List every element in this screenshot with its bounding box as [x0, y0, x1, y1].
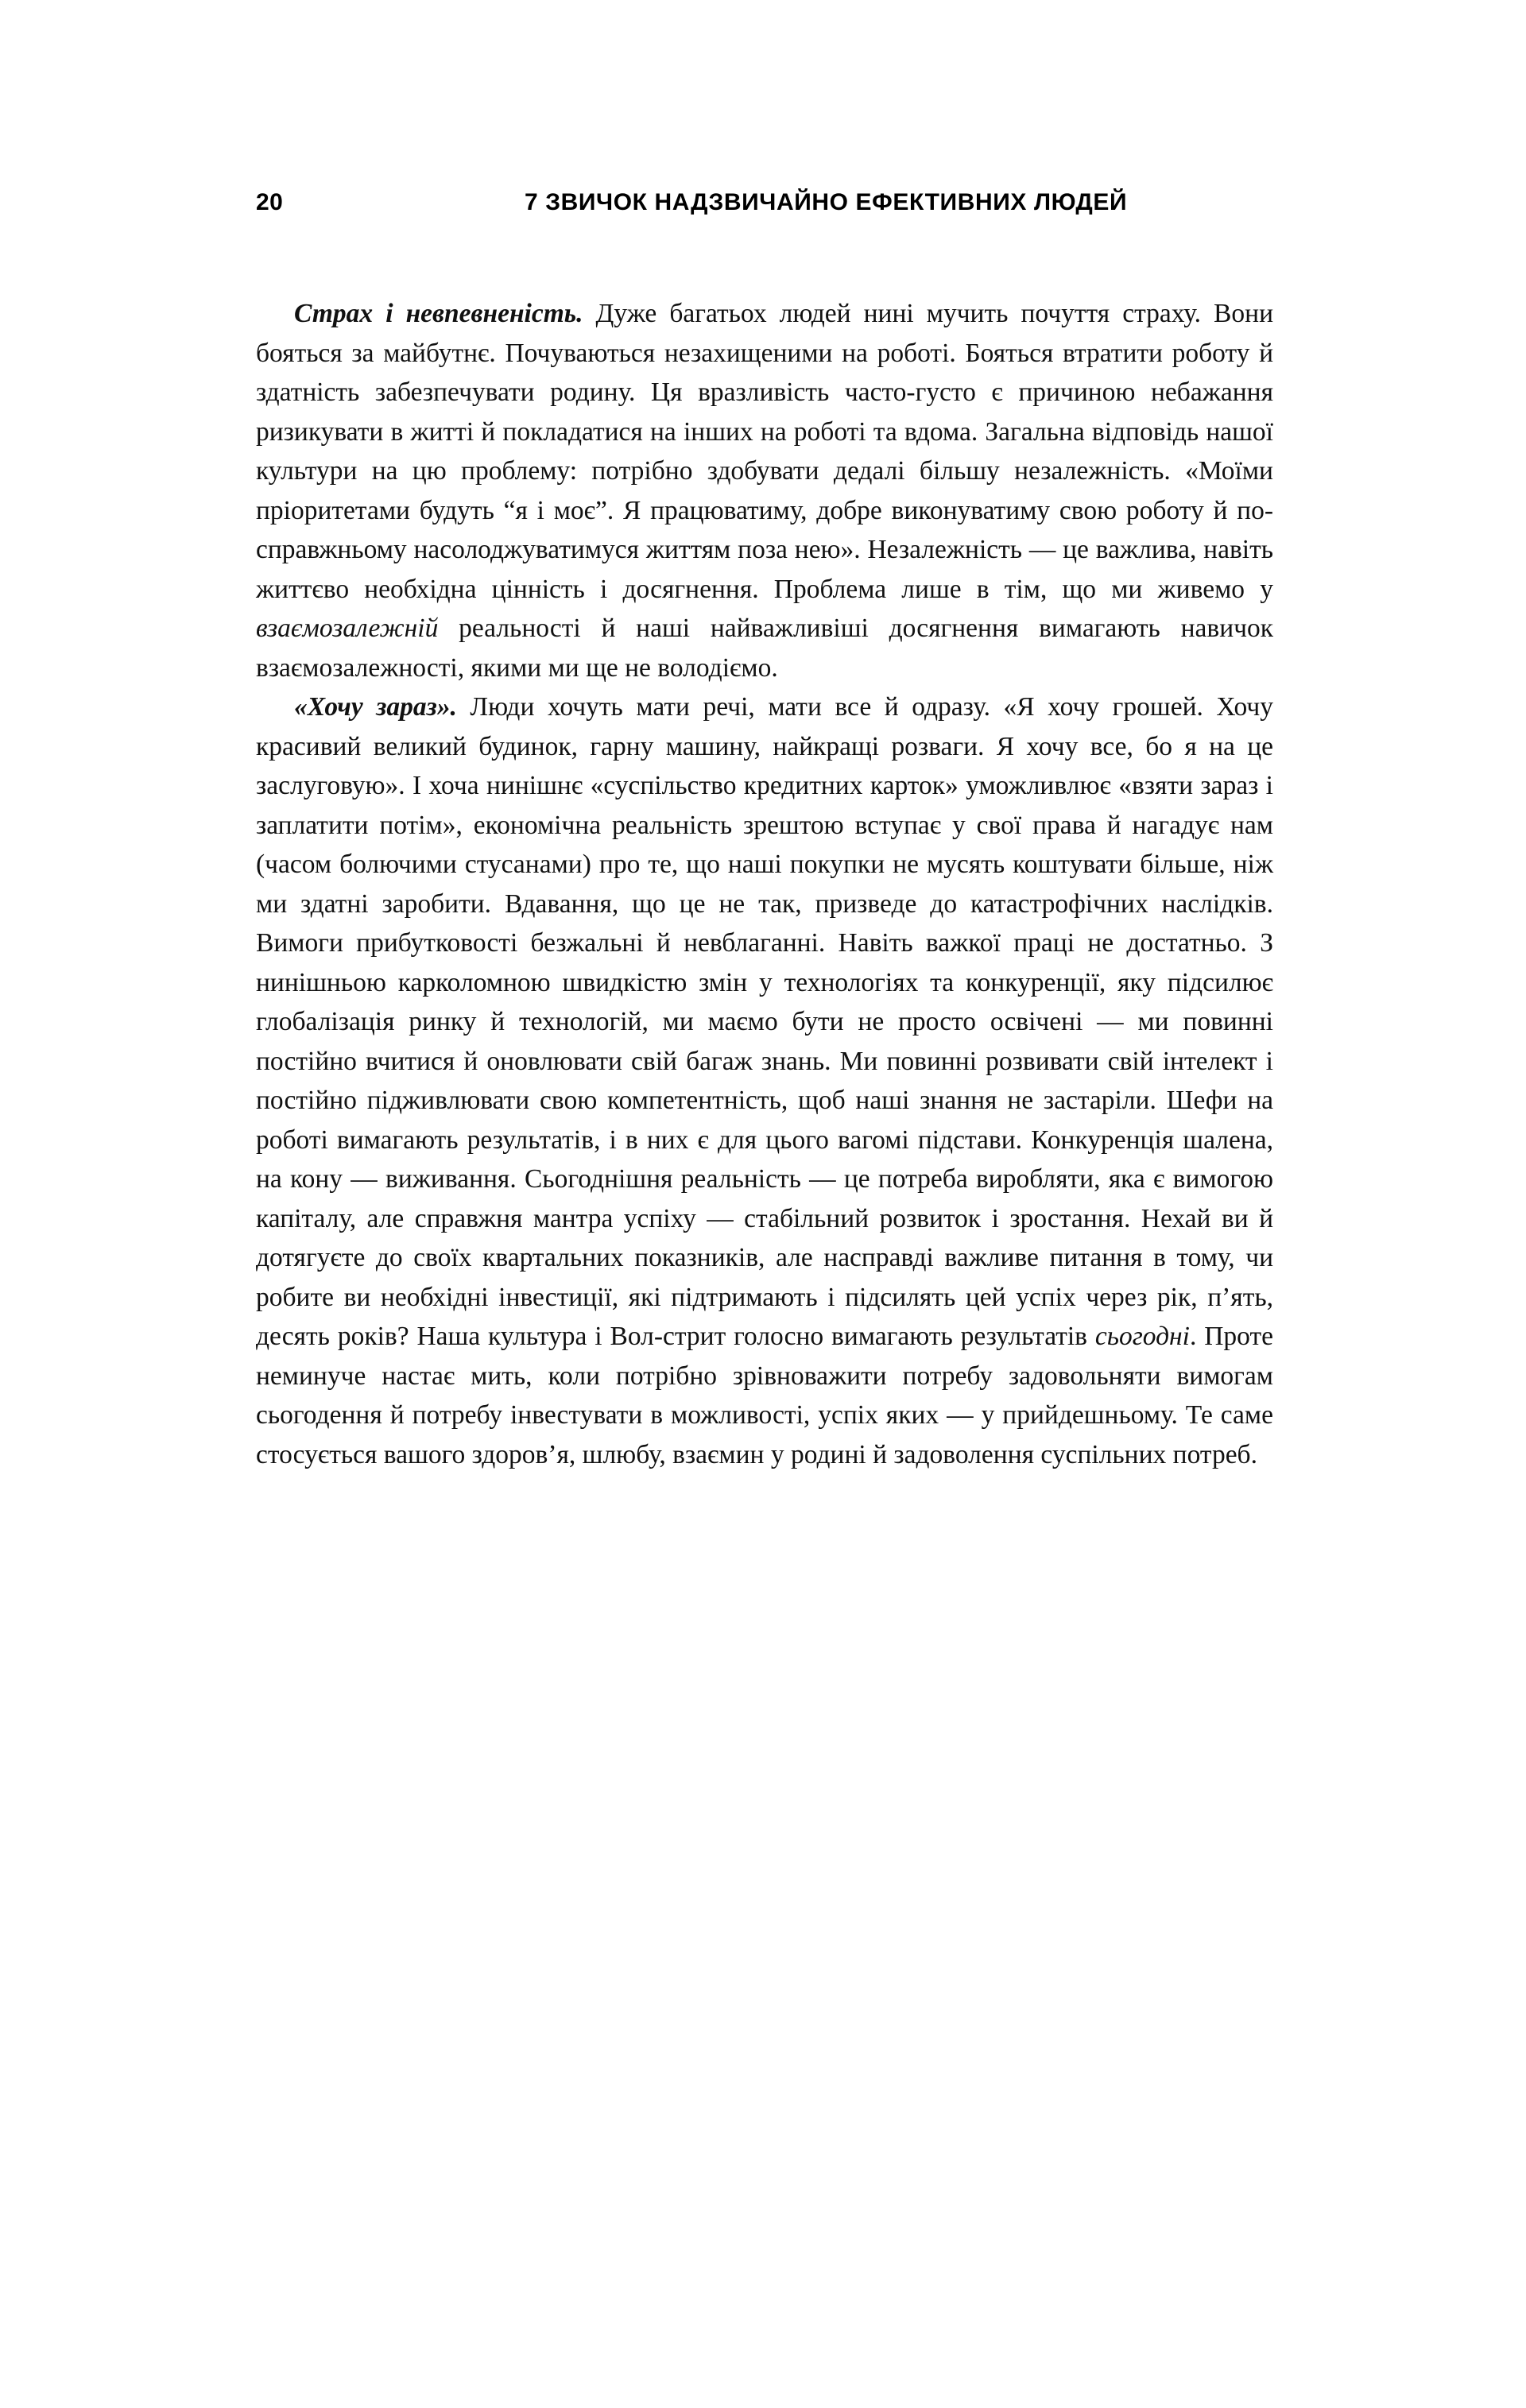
body-text-column — [256, 294, 1273, 1474]
paragraph-lead-in: Страх і невпевненість. — [294, 299, 583, 328]
paragraph-emphasis: взаємозалежній — [256, 614, 439, 643]
page-number: 20 — [256, 189, 284, 215]
paragraph-lead-in: «Хочу зараз». — [294, 692, 457, 722]
page-header — [0, 189, 1526, 227]
paragraph-text-part-2: . Проте неминуче настає мить, коли потрібно зрівноважити потребу задовольняти вимогам сьогодення й потребу інвестувати в можливості, успіх яких — у прийдешньому. Те саме стосується вашого здоров’я, шлюбу, взаємин у родині й задоволення суспільних потреб. — [256, 1322, 1273, 1469]
running-title: 7 ЗВИЧОК НАДЗВИЧАЙНО ЕФЕКТИВНИХ ЛЮДЕЙ — [525, 189, 1128, 215]
paragraph-text-part-1: Люди хочуть мати речі, мати все й одразу. «Я хочу грошей. Хочу красивий великий будинок, гарну машину, найкращі розваги. Я хочу все, бо я на це заслуговую». І хоча нинішнє «суспільство кредитних карток» уможливлює «взяти зараз і заплатити потім», економічна реальність зрештою вступає у свої права й нагадує нам (часом болючими стусанами) про те, що наші покупки не мусять коштувати більше, ніж ми здатні заробити. Вдавання, що це не так, призведе до катастрофічних наслідків. Вимоги прибутковості безжальні й невблаганні. Навіть важкої праці не достатньо. З нинішньою карколомною швидкістю змін у технологіях та конкуренції, яку підсилює глобалізація ринку й технологій, ми маємо бути не просто освічені — ми повинні постійно вчитися й оновлювати свій багаж знань. Ми повинні розвивати свій інтелект і постійно підживлювати свою компетентність, щоб наші знання не застаріли. Шефи на роботі вимагають результатів, і в них є для цього вагомі підстави. Конкуренція шалена, на кону — виживання. Сьогоднішня реальність — це потреба виробляти, яка є вимогою капіталу, але справжня мантра успіху — стабільний розвиток і зростання. Нехай ви й дотягуєте до своїх квартальних показників, але насправді важливе питання в тому, чи робите ви необхідні інвестиції, які підтримають і підсилять цей успіх через рік, п’ять, десять років? Наша культура і Вол-стрит голосно вимагають результатів — [256, 692, 1273, 1351]
paragraph-want-it-now — [256, 687, 1273, 1474]
paragraph-text-part-1: Дуже багатьох людей нині мучить почуття страху. Вони бояться за майбутнє. Почуваються незахищеними на роботі. Бояться втратити роботу й здатність забезпечувати родину. Ця вразливість часто-густо є причиною небажання ризикувати в житті й покладатися на інших на роботі та вдома. Загальна відповідь нашої культури на цю проблему: потрібно здобувати дедалі більшу незалежність. «Моїми пріоритетами будуть “я і моє”. Я працюватиму, добре виконуватиму свою роботу й по-справжньому насолоджуватимуся життям поза нею». Незалежність — це важлива, навіть життєво необхідна цінність і досягнення. Проблема лише в тім, що ми живемо у — [256, 299, 1273, 604]
paragraph-emphasis: сьогодні — [1094, 1322, 1190, 1351]
paragraph-text-part-2: реальності й наші найважливіші досягнення вимагають навичок взаємозалежності, якими ми ще не володіємо. — [256, 614, 1273, 683]
paragraph-fear-and-uncertainty — [256, 294, 1273, 687]
